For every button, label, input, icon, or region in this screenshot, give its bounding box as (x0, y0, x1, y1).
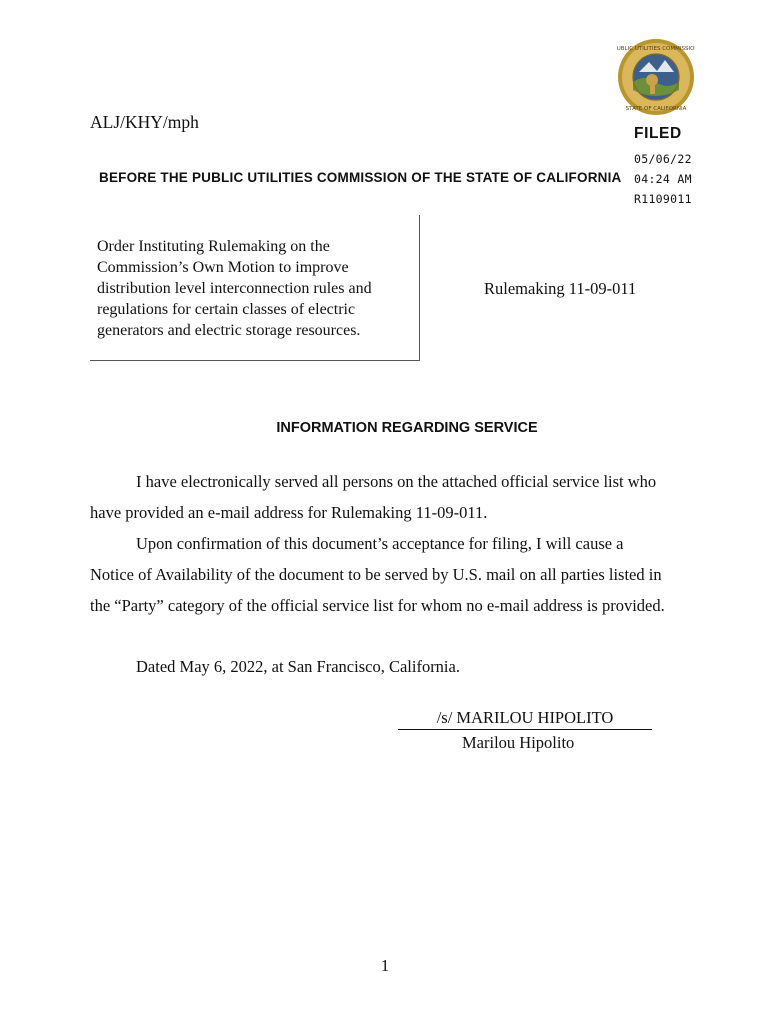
body-paragraph (90, 528, 670, 621)
case-caption: Order Instituting Rulemaking on the Commission’s Own Motion to improve distribution level interconnection rules and regulations for certain classes of electric generators and electric storage resources. (97, 238, 372, 339)
body-paragraph (90, 466, 670, 528)
svg-text:STATE OF CALIFORNIA: STATE OF CALIFORNIA (625, 106, 687, 112)
signer-name: Marilou Hipolito (462, 733, 575, 752)
paragraph-text: I have electronically served all persons on the attached official service list who have provided an e-mail address for Rulemaking 11-09-011. (90, 472, 657, 522)
dated-line: Dated May 6, 2022, at San Francisco, California. (136, 657, 460, 676)
state-seal-icon (617, 38, 695, 116)
signature-line: /s/ MARILOU HIPOLITO (398, 708, 652, 730)
filed-proceeding-number: R1109011 (634, 192, 692, 206)
document-code: ALJ/KHY/mph (90, 112, 199, 132)
proceeding-number: Rulemaking 11-09-011 (484, 279, 637, 298)
filed-stamp-label: FILED (634, 125, 682, 142)
filed-date: 05/06/22 (634, 152, 692, 166)
paragraph-text: Upon confirmation of this document’s acceptance for filing, I will cause a Notice of Availability of the document to be served by U.S. mail on all parties listed in the “Party” category of the official service list for whom no e-mail address is provided. (90, 534, 665, 615)
page-number: 1 (380, 956, 390, 975)
svg-text:PUBLIC UTILITIES COMMISSION: PUBLIC UTILITIES COMMISSION (617, 46, 695, 52)
court-heading: BEFORE THE PUBLIC UTILITIES COMMISSION OF THE STATE OF CALIFORNIA (99, 170, 622, 185)
document-title: INFORMATION REGARDING SERVICE (276, 420, 538, 436)
filed-time: 04:24 AM (634, 172, 692, 186)
